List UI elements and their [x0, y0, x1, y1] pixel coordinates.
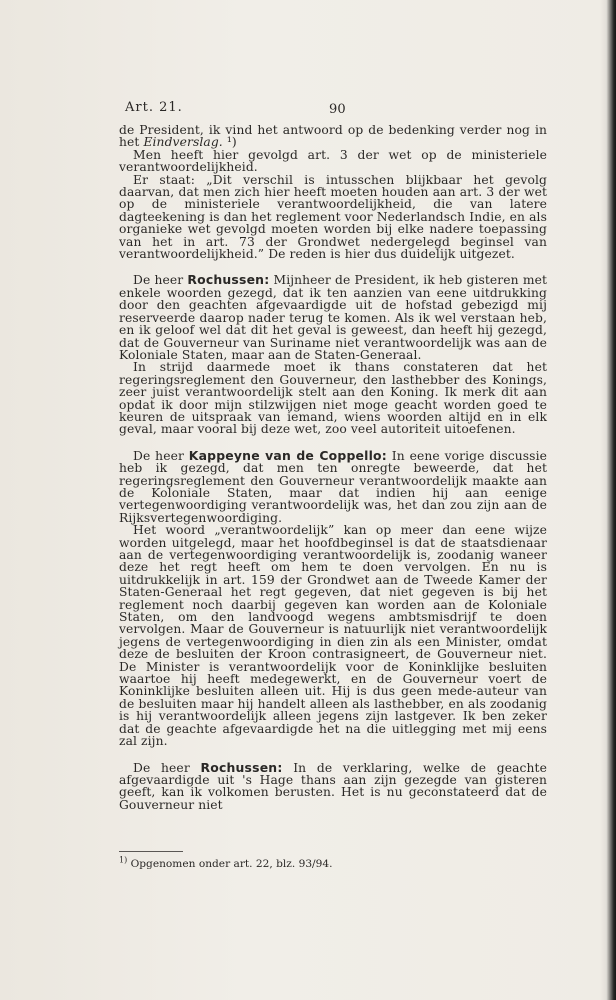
book-page	[115, 98, 547, 811]
footnote-rule	[119, 851, 183, 852]
speaker-name: Kappeyne van de Coppello	[188, 447, 382, 463]
paragraph: Er staat: „Dit verschil is intusschen blijkbaar het gevolg daarvan, dat men zich hier heeft moeten houden aan art. 3 der wet op de ministeriele verantwoordelijkheid, die van latere dagteekening is dan het reglement voor Nederlandsch Indie, en als organieke wet gevolgd moeten worden bij elke nadere toepassing van het in art. 73 der Grondwet nedergelegd beginsel van verantwoordelijkheid.” De reden is hier dus duidelijk uitgezet.	[119, 172, 547, 262]
speech-paragraph: De heer Rochussen: Mijnheer de President, ik heb gisteren met enkele woorden gezegd, dat ik ten aanzien van eene uitdrukking door den geachten afgevaardigde uit de hofstad gebezigd mij reserveerde daarop nader terug te komen. Als ik wel verstaan heb, en ik geloof wel dat dit het geval is geweest, dan heeft hij gezegd, dat de Gouverneur van Suriname niet verantwoordelijk was aan de Koloniale Staten, maar aan de Staten-Generaal.	[119, 272, 547, 362]
paragraph: de President, ik vind het antwoord op de bedenking verder nog in het Eindverslag. ¹)	[119, 123, 547, 150]
body-text	[119, 124, 547, 811]
page-number: 90	[329, 102, 346, 117]
footnote	[119, 855, 539, 870]
speech-paragraph: De heer Kappeyne van de Coppello: In eene vorige discussie heb ik gezegd, dat men ten onregte beweerde, dat het regeringsreglement den Gouverneur verantwoordelijk maakte aan de Koloniale Staten, maar dat indien hij aan eenige vertegenwoordiging verantwoordelijk was, het dan zou zijn aan de Rijksvertegenwoordiging.	[119, 447, 547, 525]
footnote-text: Opgenomen onder art. 22, blz. 93/94.	[130, 858, 333, 870]
speech-paragraph: De heer Rochussen: In de verklaring, welke de geachte afgevaardigde uit 's Hage thans aan zijn gezegde van gisteren geeft, kan ik volkomen berusten. Het is nu geconstateerd dat de Gouverneur niet	[119, 759, 547, 812]
paragraph: Het woord „verantwoordelijk” kan op meer dan eene wijze worden uitgelegd, maar het hoofdbeginsel is dat de staatsdienaar aan de vertegenwoordiging verantwoordelijk is, zoodanig waneer deze het regt heeft om hem te doen vervolgen. En nu is uitdrukkelijk in art. 159 der Grondwet aan de Tweede Kamer der Staten-Generaal het regt gegeven, dat niet gegeven is bij het reglement noch daarbij gegeven kan worden aan de Koloniale Staten, om den landvoogd wegens ambtsmisdrijf te doen vervolgen. Maar de Gouverneur is natuurlijk niet verantwoordelijk jegens de vertegenwoordiging in dien zin als een Minister, omdat deze de besluiten der Kroon contrasigneert, de Gouverneur niet. De Minister is verantwoordelijk voor de Koninklijke besluiten waartoe hij heeft medegewerkt, en de Gouverneur voert de Koninklijke besluiten alleen uit. Hij is dus geen mede-auteur van de besluiten maar hij handelt alleen als lasthebber, en als zoodanig is hij verantwoordelijk alleen jegens zijn lastgever. Ik ben zeker dat de geachte afgevaardigde het na die uitlegging met mij eens zal zijn.	[119, 523, 547, 749]
speaker-name: Rochussen	[187, 272, 265, 288]
page-edge-shadow	[600, 0, 616, 1000]
paragraph: Men heeft hier gevolgd art. 3 der wet op de ministeriele verantwoordelijkheid.	[119, 147, 547, 175]
running-head	[115, 98, 547, 124]
paragraph: In strijd daarmede moet ik thans constateren dat het regeringsreglement den Gouverneur, den lasthebber des Konings, zeer juist verantwoordelijk stelt aan den Koning. Ik merk dit aan opdat ik door mijn stilzwijgen niet moge geacht worden goed te keuren de uitspraak van iemand, wiens woorden altijd en in elk geval, maar vooral bij deze wet, zoo veel autoriteit uitoefenen.	[119, 360, 547, 437]
italic-term: Eindverslag.	[143, 135, 223, 150]
speaker-name: Rochussen	[200, 759, 278, 775]
article-reference: Art. 21.	[125, 100, 183, 115]
footnote-mark: 1)	[119, 855, 128, 865]
